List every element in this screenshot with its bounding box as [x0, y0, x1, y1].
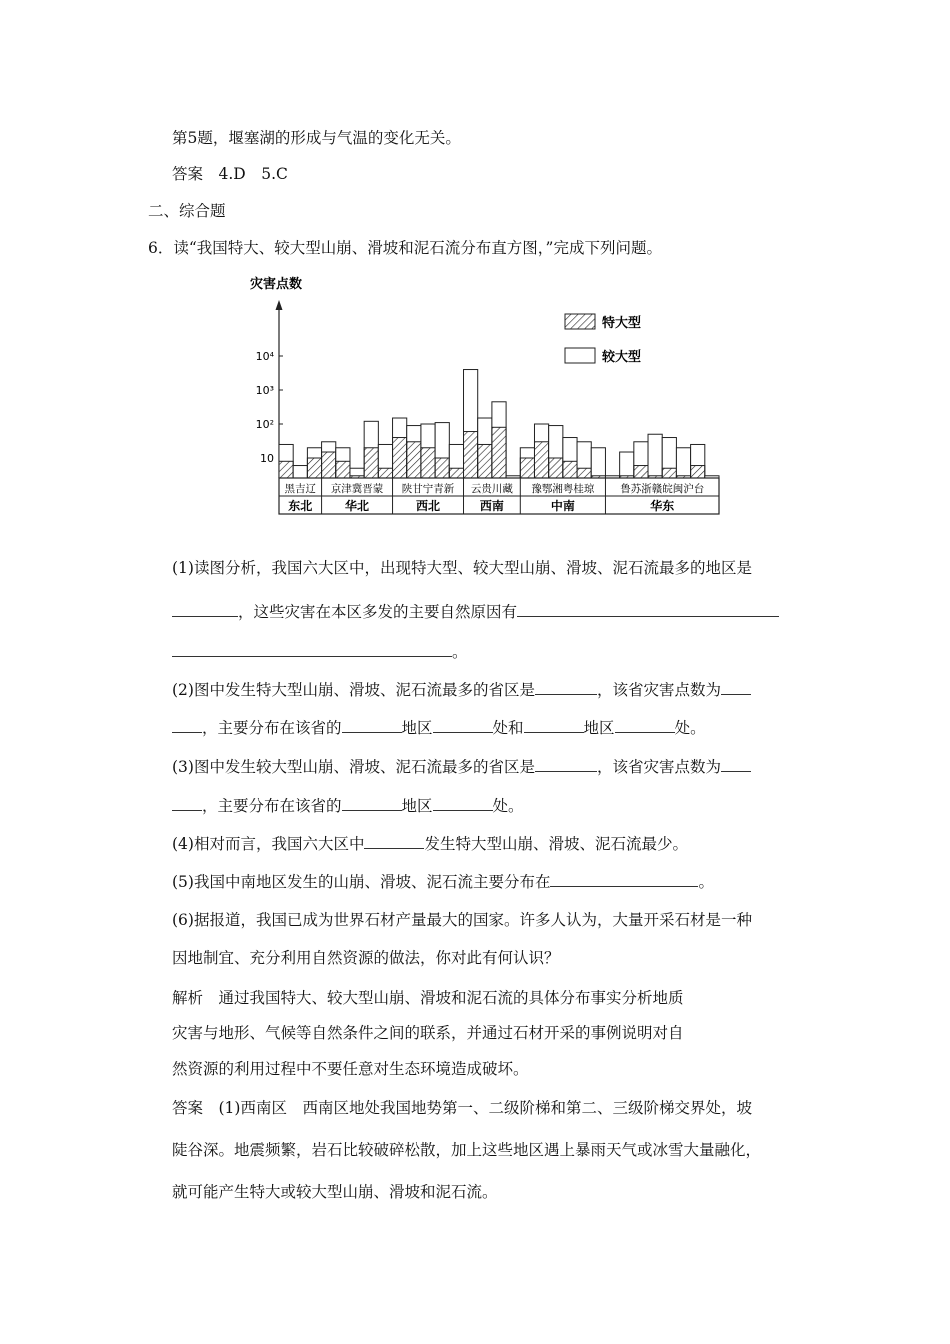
bar-large [676, 448, 690, 478]
bar-extra-large [336, 461, 350, 478]
bar-large [648, 434, 662, 478]
bar-extra-large [307, 458, 321, 478]
text: 发生特大型山崩、滑坡、泥石流最少。 [424, 835, 688, 853]
answer-blank[interactable] [550, 872, 698, 887]
text: ，主要分布在该省的 [202, 719, 342, 737]
bar-extra-large [435, 458, 449, 478]
province-group-label: 云贵川藏 [470, 483, 513, 495]
province-group-label: 黑吉辽 [284, 483, 317, 495]
province-group-label: 京津冀晋蒙 [330, 483, 384, 495]
answer-blank[interactable] [172, 642, 452, 657]
analysis-line: 解析 通过我国特大、较大型山崩、滑坡和泥石流的具体分布事实分析地质 [172, 989, 684, 1007]
bar-extra-large [449, 468, 463, 478]
bar-extra-large [378, 468, 392, 478]
bar-extra-large [520, 458, 534, 478]
answer-line: 陡谷深。地震频繁，岩石比较破碎松散，加上这些地区遇上暴雨天气或冰雪大量融化， [172, 1141, 762, 1159]
histogram-chart [240, 270, 730, 520]
question-1: (1)读图分析，我国六大区中，出现特大型、较大型山崩、滑坡、泥石流最多的地区是 [172, 559, 752, 577]
answer-blank[interactable] [721, 757, 751, 772]
text: ，该省灾害点数为 [596, 758, 721, 776]
text: 处。 [492, 797, 524, 815]
x-labels [279, 478, 719, 514]
text: 地区 [583, 719, 615, 737]
y-tick-label: 10³ [255, 384, 274, 397]
region-label: 东北 [288, 499, 313, 513]
answer-blank[interactable] [172, 718, 202, 733]
text: ，主要分布在该省的 [202, 797, 342, 815]
answer-blank[interactable] [172, 796, 202, 811]
bar-extra-large [634, 466, 648, 478]
bar-extra-large [478, 444, 492, 478]
bar-large [591, 448, 605, 478]
bar-extra-large [464, 432, 478, 478]
legend [565, 314, 641, 365]
y-tick-label: 10 [260, 452, 274, 465]
answer-blank[interactable] [433, 796, 493, 811]
legend-label-2: 较大型 [602, 350, 642, 365]
question-3 [172, 757, 751, 777]
answer-blank[interactable] [721, 680, 751, 695]
bars [279, 370, 719, 478]
legend-swatch-hatched [565, 314, 595, 329]
question-1-cont [172, 602, 779, 622]
answer-blank[interactable] [342, 796, 402, 811]
answer-blank[interactable] [535, 680, 597, 695]
answer-blank[interactable] [364, 834, 424, 849]
question-4 [172, 834, 688, 854]
text: 处和 [492, 719, 524, 737]
answer-line: 就可能产生特大或较大型山崩、滑坡和泥石流。 [172, 1183, 498, 1201]
bar-extra-large [691, 466, 705, 478]
text: (3)图中发生较大型山崩、滑坡、泥石流最多的省区是 [172, 758, 535, 776]
text: 。 [698, 873, 714, 891]
question-2 [172, 680, 751, 700]
text: ，这些灾害在本区多发的主要自然原因有 [238, 603, 518, 621]
province-group-label: 豫鄂湘粤桂琼 [531, 483, 595, 495]
question-1-end [172, 642, 468, 662]
section-heading: 二、综合题 [148, 202, 226, 220]
region-label: 华东 [650, 499, 675, 513]
region-label: 华北 [345, 499, 370, 513]
bar-extra-large [393, 438, 407, 478]
bar-extra-large [407, 442, 421, 478]
analysis-line: 然资源的利用过程中不要任意对生态环境造成破坏。 [172, 1060, 529, 1078]
bar-extra-large [322, 452, 336, 478]
province-group-label: 鲁苏浙赣皖闽沪台 [620, 483, 705, 495]
bar-extra-large [577, 468, 591, 478]
text: 地区 [401, 719, 433, 737]
answer-blank[interactable] [615, 718, 675, 733]
bar-large [293, 466, 307, 478]
text: 处。 [674, 719, 706, 737]
text: 地区 [401, 797, 433, 815]
text: ，该省灾害点数为 [596, 681, 721, 699]
analysis-line: 灾害与地形、气候等自然条件之间的联系，并通过石材开采的事例说明对自 [172, 1024, 684, 1042]
bar-extra-large [492, 427, 506, 478]
question-3-cont [172, 796, 524, 816]
text-line: 答案 4.D 5.C [172, 165, 288, 183]
bar-extra-large [534, 442, 548, 478]
answer-blank[interactable] [172, 602, 238, 617]
legend-label-1: 特大型 [602, 316, 642, 331]
bar-extra-large [364, 448, 378, 478]
text: (5)我国中南地区发生的山崩、滑坡、泥石流主要分布在 [172, 873, 551, 891]
text-line: 第5题，堰塞湖的形成与气温的变化无关。 [172, 129, 461, 147]
answer-blank[interactable] [342, 718, 402, 733]
question-title: 6．读“我国特大、较大型山崩、滑坡和泥石流分布直方图，”完成下列问题。 [148, 239, 662, 257]
bar-extra-large [421, 448, 435, 478]
answer-blank[interactable] [517, 602, 779, 617]
answer-blank[interactable] [535, 757, 597, 772]
answer-line: 答案 (1)西南区 西南区地处我国地势第一、二级阶梯和第二、三级阶梯交界处，坡 [172, 1099, 752, 1117]
text: (4)相对而言，我国六大区中 [172, 835, 365, 853]
y-tick-label: 10² [255, 418, 274, 431]
y-tick-label: 10⁴ [255, 350, 274, 363]
text: 。 [452, 643, 468, 661]
y-axis-label: 灾害点数 [250, 277, 303, 292]
text: (2)图中发生特大型山崩、滑坡、泥石流最多的省区是 [172, 681, 535, 699]
question-2-cont [172, 718, 706, 738]
question-5 [172, 872, 714, 892]
answer-blank[interactable] [433, 718, 493, 733]
region-label: 中南 [550, 499, 575, 513]
y-axis-arrow [276, 300, 283, 310]
question-6: (6)据报道，我国已成为世界石材产量最大的国家。许多人认为，大量开采石材是一种 [172, 911, 752, 929]
region-label: 西南 [479, 499, 504, 513]
legend-swatch-open [565, 348, 595, 363]
region-label: 西北 [416, 499, 441, 513]
bar-extra-large [662, 468, 676, 478]
question-6-cont: 因地制宜、充分利用自然资源的做法，你对此有何认识？ [172, 949, 560, 967]
province-group-label: 陕甘宁青新 [401, 483, 455, 495]
bar-extra-large [549, 458, 563, 478]
answer-blank[interactable] [524, 718, 584, 733]
bar-large [620, 452, 634, 478]
bar-extra-large [563, 461, 577, 478]
bar-extra-large [279, 461, 293, 478]
